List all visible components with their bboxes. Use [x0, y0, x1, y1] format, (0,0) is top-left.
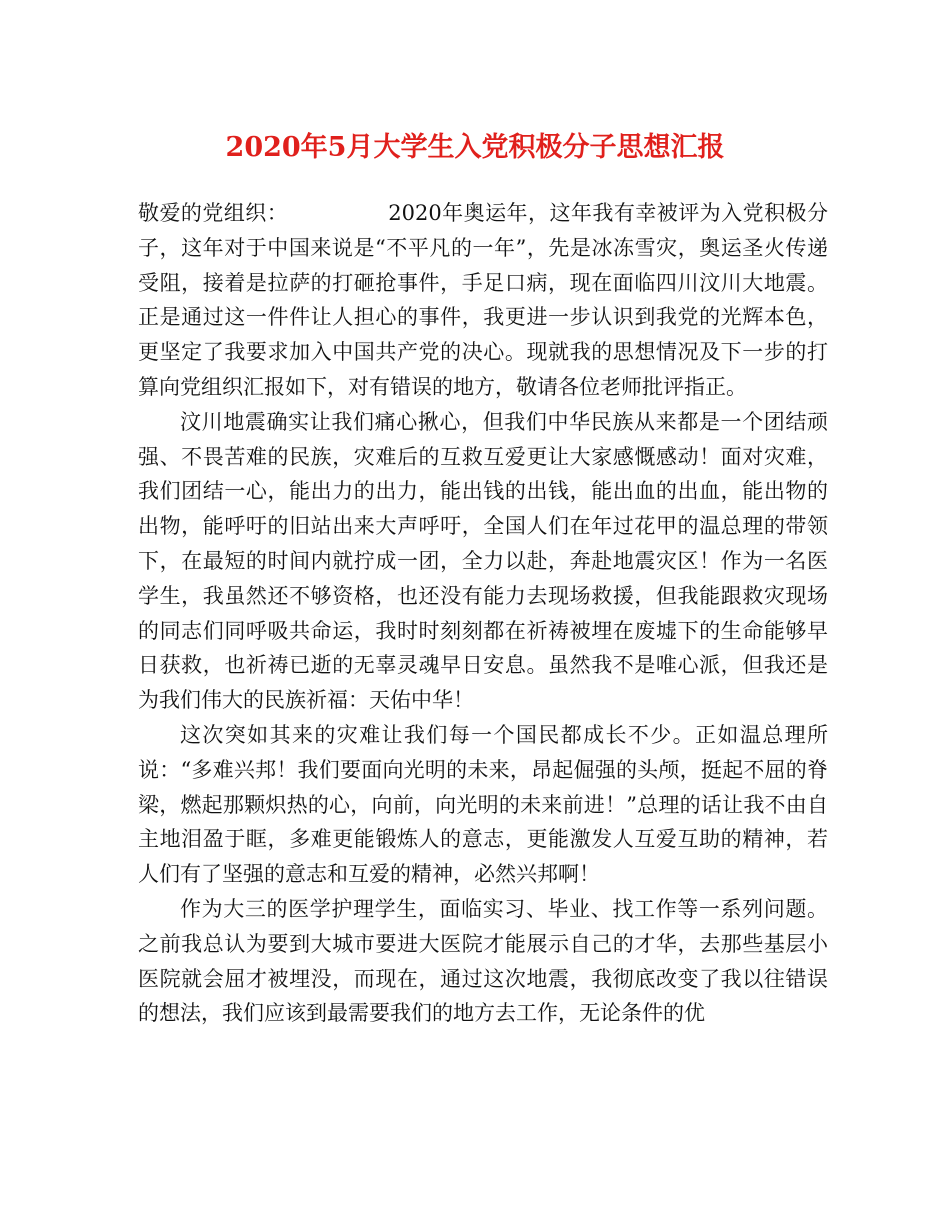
paragraph-3: 这次突如其来的灾难让我们每一个国民都成长不少。正如温总理所说：“多难兴邦！我们要面向光明的未来，昂起倔强的头颅，挺起不屈的脊梁，燃起那颗炽热的心，向前，向光明的未来前进！”总理的话让我不由自主地泪盈于眶，多难更能锻炼人的意志，更能激发人互爱互助的精神，若人们有了坚强的意志和互爱的精神，必然兴邦啊！ — [138, 722, 828, 887]
paragraph-1-text: 2020年奥运年，这年我有幸被评为入党积极分子，这年对于中国来说是“不平凡的一年”，先是冰冻雪灾，奥运圣火传递受阻，接着是拉萨的打砸抢事件，手足口病，现在面临四川汶川大地震。正是通过这一件件让人担心的事件，我更进一步认识到我党的光辉本色，更坚定了我要求加入中国共产党的决心。现就我的思想情况及下一步的打算向党组织汇报如下，对有错误的地方，敬请各位老师批评指正。 — [138, 201, 828, 399]
salutation: 敬爱的党组织： — [138, 201, 289, 225]
paragraph-2: 汶川地震确实让我们痛心揪心，但我们中华民族从来都是一个团结顽强、不畏苦难的民族，灾难后的互救互爱更让大家感慨感动！面对灾难，我们团结一心，能出力的出力，能出钱的出钱，能出血的出血，能出物的出物，能呼吁的旧站出来大声呼吁，全国人们在年过花甲的温总理的带领下，在最短的时间内就拧成一团，全力以赴，奔赴地震灾区！作为一名医学生，我虽然还不够资格，也还没有能力去现场救援，但我能跟救灾现场的同志们同呼吸共命运，我时时刻刻都在祈祷被埋在废墟下的生命能够早日获救，也祈祷已逝的无辜灵魂早日安息。虽然我不是唯心派，但我还是为我们伟大的民族祈福：天佑中华！ — [138, 409, 828, 713]
document-title: 2020年5月大学生入党积极分子思想汇报 — [225, 132, 725, 163]
paragraph-1 — [138, 196, 828, 405]
document-body — [138, 196, 828, 1031]
paragraph-4: 作为大三的医学护理学生，面临实习、毕业、找工作等一系列问题。之前我总认为要到大城市要进大医院才能展示自己的才华，去那些基层小医院就会屈才被埋没，而现在，通过这次地震，我彻底改变了我以往错误的想法，我们应该到最需要我们的地方去工作，无论条件的优 — [138, 896, 828, 1026]
